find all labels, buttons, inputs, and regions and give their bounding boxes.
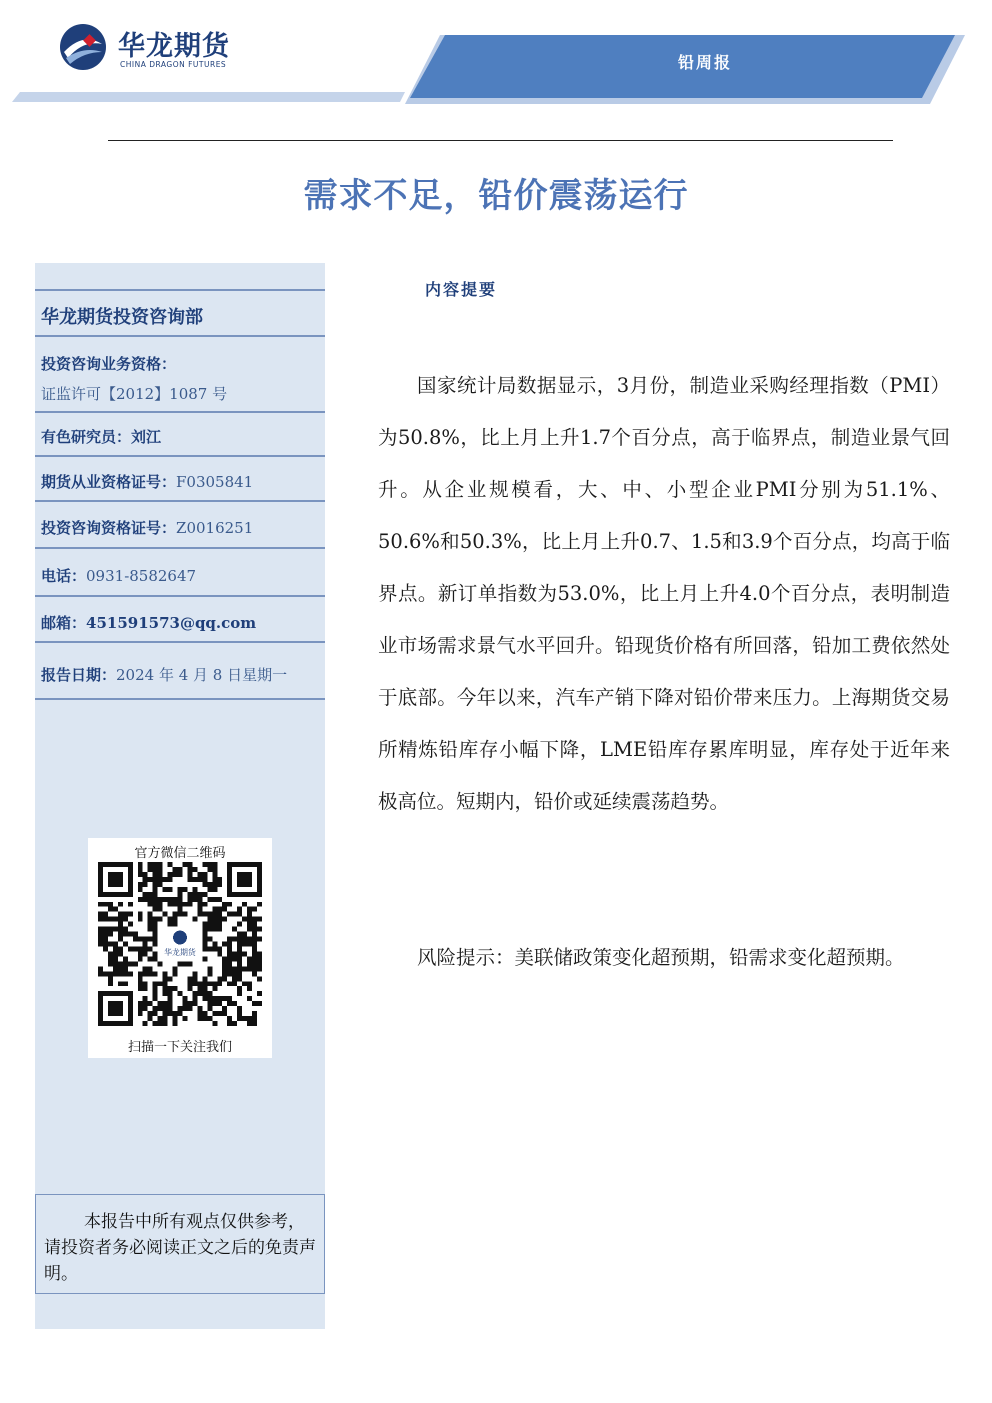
sidebar-divider <box>35 698 325 700</box>
brand-name-en: CHINA DRAGON FUTURES <box>120 60 227 69</box>
risk-paragraph: 风险提示：美联储政策变化超预期，铅需求变化超预期。 <box>417 946 905 969</box>
qr-center-logo-icon <box>173 931 187 945</box>
title-divider <box>108 140 893 141</box>
sidebar-divider <box>35 595 325 597</box>
report-type-label: 铅周报 <box>677 53 732 72</box>
qr-center-logo-text: 华龙期货 <box>164 947 196 957</box>
sidebar-divider <box>35 547 325 549</box>
qualification-value: 证监许可【2012】1087 号 <box>41 385 228 403</box>
qr-code-card <box>88 838 272 1058</box>
sidebar-divider <box>35 335 325 337</box>
summary-heading: 内容提要 <box>425 280 498 299</box>
disclaimer-box <box>35 1194 325 1294</box>
advisory-cert-row: 投资咨询资格证号：Z0016251 <box>41 519 254 537</box>
qr-bottom-caption: 扫描一下关注我们 <box>127 1040 232 1055</box>
department-name: 华龙期货投资咨询部 <box>41 307 203 328</box>
brand-name-cn: 华龙期货 <box>118 31 230 62</box>
futures-cert-row: 期货从业资格证号：F0305841 <box>41 473 254 491</box>
phone-row: 电话：0931-8582647 <box>41 567 197 585</box>
email-row: 邮箱：451591573@qq.com <box>41 614 257 632</box>
qualification-label: 投资咨询业务资格： <box>41 355 177 373</box>
qr-code-icon <box>98 862 262 1026</box>
sidebar-divider <box>35 500 325 502</box>
analyst-row: 有色研究员：刘江 <box>41 428 162 446</box>
sidebar-divider <box>35 289 325 291</box>
sidebar-divider <box>35 641 325 643</box>
sidebar <box>35 263 325 1329</box>
company-logo-icon <box>58 22 108 72</box>
disclaimer-text: 本报告中所有观点仅供参考，请投资者务必阅读正文之后的免责声明。 <box>44 1212 316 1284</box>
summary-paragraph: 国家统计局数据显示，3月份，制造业采购经理指数（PMI）为50.8%，比上月上升1.7个百分点，高于临界点，制造业景气回升。从企业规模看，大、中、小型企业PMI分别为51.1%、50.6%和50.3%，比上月上升0.7、1.5和3.9个百分点，均高于临界点。新订单指数为53.0%，比上月上升4.0个百分点，表明制造业市场需求景气水平回升。铅现货价格有所回落，铅加工费依然处于底部。今年以来，汽车产销下降对铅价带来压力。上海期货交易所精炼铅库存小幅下降，LME铅库存累库明显，库存处于近年来极高位。短期内，铅价或延续震荡趋势。 <box>378 374 950 813</box>
report-date-row: 报告日期：2024 年 4 月 8 日星期一 <box>41 666 288 684</box>
risk-warning <box>378 932 950 984</box>
summary-body <box>378 360 950 828</box>
report-title: 需求不足，铅价震荡运行 <box>303 176 689 216</box>
sidebar-divider <box>35 411 325 413</box>
qr-top-caption: 官方微信二维码 <box>134 846 226 861</box>
sidebar-divider <box>35 455 325 457</box>
